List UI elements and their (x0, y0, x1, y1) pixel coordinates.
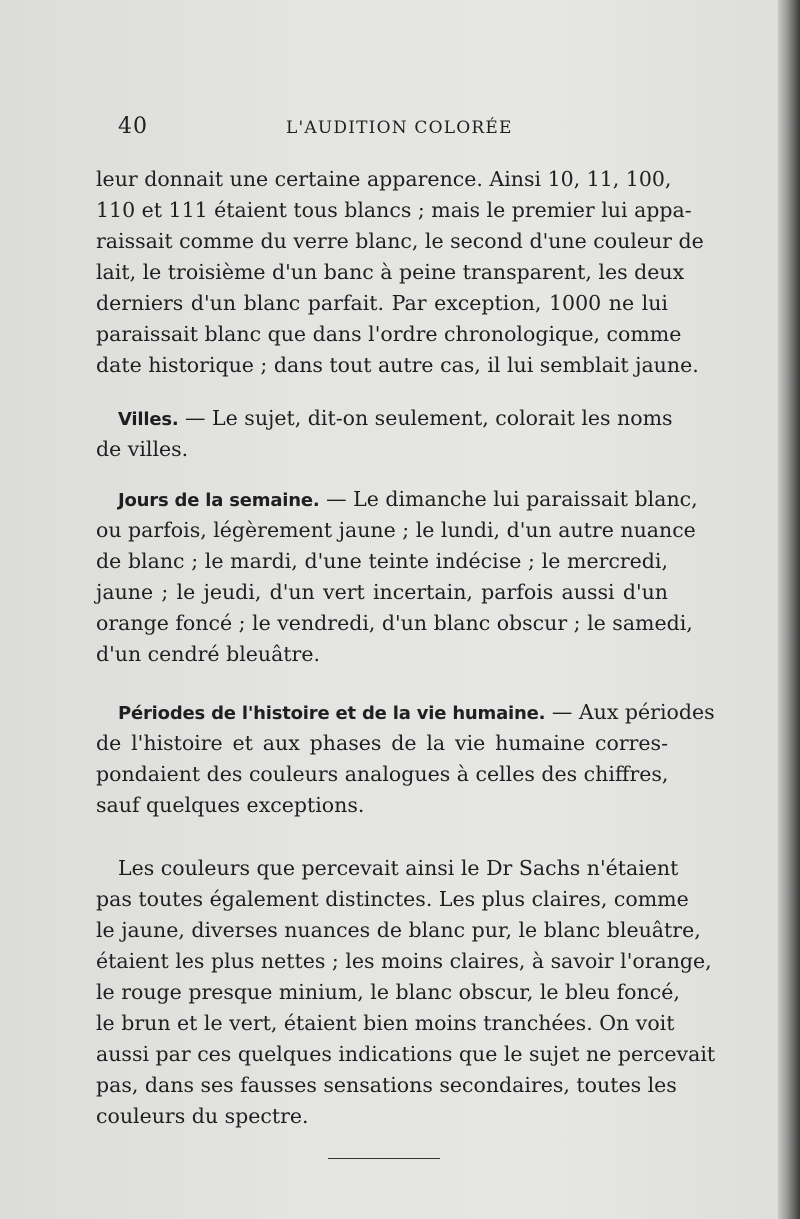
text-run: — Aux périodes (551, 700, 715, 724)
text-line: lait, le troisième d'un banc à peine transparent, les deux (96, 260, 685, 284)
text-line: le jaune, diverses nuances de blanc pur, le blanc bleuâtre, (96, 918, 701, 942)
text-line: étaient les plus nettes ; les moins claires, à savoir l'orange, (96, 949, 712, 973)
text-line: de villes. (96, 437, 189, 461)
text-line: aussi par ces quelques indications que le sujet ne percevait (96, 1042, 716, 1066)
text-line: d'un cendré bleuâtre. (96, 642, 320, 666)
text-line: Les couleurs que percevait ainsi le Dr Sachs n'étaient (118, 856, 679, 880)
text-run: — Le dimanche lui paraissait blanc, (326, 487, 698, 511)
text-line: 110 et 111 étaient tous blancs ; mais le premier lui appa- (96, 198, 692, 222)
text-line: jaune ; le jeudi, d'un vert incertain, parfois aussi d'un (96, 580, 668, 604)
page-header (118, 114, 668, 144)
text-line: paraissait blanc que dans l'ordre chronologique, comme (96, 322, 682, 346)
page-edge-shadow (778, 0, 800, 1219)
text-line: couleurs du spectre. (96, 1104, 309, 1128)
text-line: de l'histoire et aux phases de la vie humaine corres- (96, 731, 668, 755)
running-title: L'AUDITION COLORÉE (286, 118, 513, 138)
section-heading: Périodes de l'histoire et de la vie humaine. (118, 703, 546, 724)
section-heading: Villes. (118, 409, 179, 430)
paragraph-periodes (96, 697, 715, 821)
page-number: 40 (118, 114, 148, 139)
section-heading: Jours de la semaine. (118, 490, 320, 511)
text-line: orange foncé ; le vendredi, d'un blanc obscur ; le samedi, (96, 611, 693, 635)
paragraph-villes (96, 403, 673, 465)
paragraph-jours (96, 484, 698, 670)
text-line: raissait comme du verre blanc, le second d'une couleur de (96, 229, 704, 253)
text-line: ou parfois, légèrement jaune ; le lundi, d'un autre nuance (96, 518, 696, 542)
paragraph-numbers (96, 164, 704, 381)
text-line (96, 484, 698, 515)
text-line: derniers d'un blanc parfait. Par exception, 1000 ne lui (96, 291, 668, 315)
text-line: leur donnait une certaine apparence. Ainsi 10, 11, 100, (96, 167, 672, 191)
paragraph-couleurs (96, 853, 716, 1132)
text-line: pas, dans ses fausses sensations secondaires, toutes les (96, 1073, 677, 1097)
text-run: — Le sujet, dit-on seulement, colorait les noms (185, 406, 673, 430)
text-line: pondaient des couleurs analogues à celles des chiffres, (96, 762, 669, 786)
text-line (96, 403, 673, 434)
text-line: date historique ; dans tout autre cas, il lui semblait jaune. (96, 353, 699, 377)
text-line: sauf quelques exceptions. (96, 793, 365, 817)
text-line (96, 697, 715, 728)
text-line: le rouge presque minium, le blanc obscur, le bleu foncé, (96, 980, 680, 1004)
end-rule (328, 1158, 440, 1159)
text-line: pas toutes également distinctes. Les plus claires, comme (96, 887, 689, 911)
text-line: le brun et le vert, étaient bien moins tranchées. On voit (96, 1011, 675, 1035)
text-line: de blanc ; le mardi, d'une teinte indécise ; le mercredi, (96, 549, 668, 573)
